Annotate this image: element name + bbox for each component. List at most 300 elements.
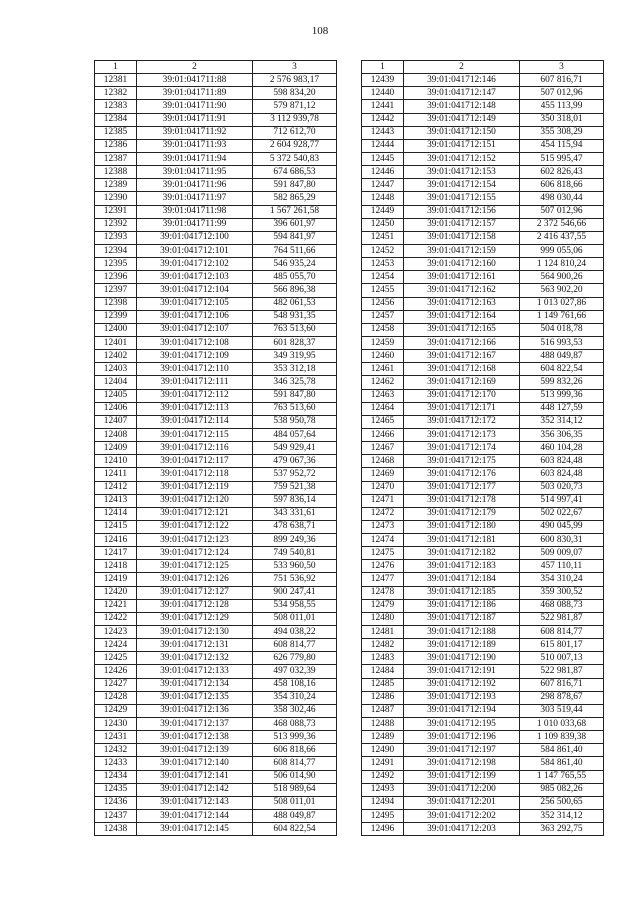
value-cell: 763 513,60 bbox=[253, 323, 337, 336]
table-row bbox=[95, 205, 337, 218]
value-cell: 548 931,35 bbox=[253, 310, 337, 323]
table-row bbox=[362, 402, 604, 415]
cadastral-number-cell: 39:01:041712:201 bbox=[404, 796, 520, 809]
table-row bbox=[362, 757, 604, 770]
value-cell: 546 935,24 bbox=[253, 258, 337, 271]
row-number-cell: 12471 bbox=[362, 494, 404, 507]
table-row bbox=[362, 796, 604, 809]
cadastral-number-cell: 39:01:041712:191 bbox=[404, 665, 520, 678]
row-number-cell: 12383 bbox=[95, 100, 137, 113]
cadastral-number-cell: 39:01:041712:195 bbox=[404, 718, 520, 731]
row-number-cell: 12388 bbox=[95, 166, 137, 179]
value-cell: 749 540,81 bbox=[253, 547, 337, 560]
value-cell: 607 816,71 bbox=[520, 74, 604, 87]
value-cell: 674 686,53 bbox=[253, 166, 337, 179]
table-row bbox=[95, 271, 337, 284]
row-number-cell: 12459 bbox=[362, 336, 404, 349]
value-cell: 457 110,11 bbox=[520, 560, 604, 573]
cadastral-number-cell: 39:01:041712:121 bbox=[137, 507, 253, 520]
cadastral-number-cell: 39:01:041711:94 bbox=[137, 152, 253, 165]
value-cell: 759 521,38 bbox=[253, 481, 337, 494]
value-cell: 507 012,96 bbox=[520, 205, 604, 218]
cadastral-number-cell: 39:01:041712:156 bbox=[404, 205, 520, 218]
column-header-value: 3 bbox=[253, 61, 337, 74]
cadastral-number-cell: 39:01:041712:110 bbox=[137, 363, 253, 376]
row-number-cell: 12431 bbox=[95, 731, 137, 744]
value-cell: 584 861,40 bbox=[520, 744, 604, 757]
table-row bbox=[95, 442, 337, 455]
cadastral-number-cell: 39:01:041712:202 bbox=[404, 810, 520, 823]
row-number-cell: 12469 bbox=[362, 468, 404, 481]
value-cell: 484 057,64 bbox=[253, 428, 337, 441]
table-row bbox=[95, 336, 337, 349]
table-header-row bbox=[95, 61, 337, 74]
cadastral-number-cell: 39:01:041712:189 bbox=[404, 639, 520, 652]
cadastral-number-cell: 39:01:041712:167 bbox=[404, 350, 520, 363]
cadastral-number-cell: 39:01:041712:125 bbox=[137, 560, 253, 573]
table-row bbox=[362, 139, 604, 152]
row-number-cell: 12427 bbox=[95, 678, 137, 691]
cadastral-number-cell: 39:01:041712:196 bbox=[404, 731, 520, 744]
table-row bbox=[362, 231, 604, 244]
cadastral-number-cell: 39:01:041712:128 bbox=[137, 599, 253, 612]
row-number-cell: 12496 bbox=[362, 823, 404, 836]
row-number-cell: 12434 bbox=[95, 770, 137, 783]
table-row bbox=[95, 152, 337, 165]
value-cell: 353 312,18 bbox=[253, 363, 337, 376]
table-row bbox=[362, 284, 604, 297]
row-number-cell: 12433 bbox=[95, 757, 137, 770]
cadastral-number-cell: 39:01:041711:99 bbox=[137, 218, 253, 231]
cadastral-number-cell: 39:01:041712:103 bbox=[137, 271, 253, 284]
cadastral-number-cell: 39:01:041712:131 bbox=[137, 639, 253, 652]
cadastral-number-cell: 39:01:041711:91 bbox=[137, 113, 253, 126]
row-number-cell: 12441 bbox=[362, 100, 404, 113]
cadastral-number-cell: 39:01:041712:155 bbox=[404, 192, 520, 205]
row-number-cell: 12488 bbox=[362, 718, 404, 731]
cadastral-number-cell: 39:01:041712:111 bbox=[137, 376, 253, 389]
row-number-cell: 12444 bbox=[362, 139, 404, 152]
cadastral-number-cell: 39:01:041712:178 bbox=[404, 494, 520, 507]
cadastral-number-cell: 39:01:041712:194 bbox=[404, 704, 520, 717]
value-cell: 468 088,73 bbox=[253, 718, 337, 731]
cadastral-number-cell: 39:01:041712:139 bbox=[137, 744, 253, 757]
value-cell: 513 999,36 bbox=[253, 731, 337, 744]
table-row bbox=[95, 428, 337, 441]
value-cell: 479 067,36 bbox=[253, 455, 337, 468]
value-cell: 564 900,26 bbox=[520, 271, 604, 284]
value-cell: 494 038,22 bbox=[253, 626, 337, 639]
cadastral-number-cell: 39:01:041712:180 bbox=[404, 520, 520, 533]
cadastral-number-cell: 39:01:041712:169 bbox=[404, 376, 520, 389]
row-number-cell: 12416 bbox=[95, 534, 137, 547]
cadastral-number-cell: 39:01:041712:147 bbox=[404, 87, 520, 100]
row-number-cell: 12386 bbox=[95, 139, 137, 152]
value-cell: 522 981,87 bbox=[520, 665, 604, 678]
register-table-right bbox=[361, 60, 604, 836]
cadastral-number-cell: 39:01:041712:150 bbox=[404, 126, 520, 139]
value-cell: 604 822,54 bbox=[520, 363, 604, 376]
row-number-cell: 12387 bbox=[95, 152, 137, 165]
table-row bbox=[95, 363, 337, 376]
row-number-cell: 12410 bbox=[95, 455, 137, 468]
cadastral-number-cell: 39:01:041711:92 bbox=[137, 126, 253, 139]
row-number-cell: 12403 bbox=[95, 363, 137, 376]
table-row bbox=[95, 586, 337, 599]
column-header-cadastral: 2 bbox=[137, 61, 253, 74]
row-number-cell: 12381 bbox=[95, 74, 137, 87]
cadastral-number-cell: 39:01:041712:116 bbox=[137, 442, 253, 455]
cadastral-number-cell: 39:01:041712:101 bbox=[137, 244, 253, 257]
value-cell: 607 816,71 bbox=[520, 678, 604, 691]
cadastral-number-cell: 39:01:041712:133 bbox=[137, 665, 253, 678]
cadastral-number-cell: 39:01:041712:164 bbox=[404, 310, 520, 323]
value-cell: 256 500,65 bbox=[520, 796, 604, 809]
row-number-cell: 12430 bbox=[95, 718, 137, 731]
value-cell: 356 306,35 bbox=[520, 428, 604, 441]
row-number-cell: 12442 bbox=[362, 113, 404, 126]
cadastral-number-cell: 39:01:041712:175 bbox=[404, 455, 520, 468]
value-cell: 534 958,55 bbox=[253, 599, 337, 612]
row-number-cell: 12385 bbox=[95, 126, 137, 139]
row-number-cell: 12399 bbox=[95, 310, 137, 323]
table-row bbox=[362, 560, 604, 573]
table-row bbox=[362, 258, 604, 271]
column-header-number: 1 bbox=[95, 61, 137, 74]
row-number-cell: 12432 bbox=[95, 744, 137, 757]
value-cell: 600 830,31 bbox=[520, 534, 604, 547]
row-number-cell: 12414 bbox=[95, 507, 137, 520]
row-number-cell: 12426 bbox=[95, 665, 137, 678]
value-cell: 490 045,99 bbox=[520, 520, 604, 533]
table-row bbox=[95, 691, 337, 704]
row-number-cell: 12395 bbox=[95, 258, 137, 271]
cadastral-number-cell: 39:01:041712:108 bbox=[137, 336, 253, 349]
table-row bbox=[362, 573, 604, 586]
row-number-cell: 12451 bbox=[362, 231, 404, 244]
cadastral-number-cell: 39:01:041712:123 bbox=[137, 534, 253, 547]
row-number-cell: 12483 bbox=[362, 652, 404, 665]
value-cell: 358 302,46 bbox=[253, 704, 337, 717]
value-cell: 510 007,13 bbox=[520, 652, 604, 665]
table-row bbox=[362, 376, 604, 389]
table-row bbox=[362, 599, 604, 612]
cadastral-number-cell: 39:01:041712:118 bbox=[137, 468, 253, 481]
value-cell: 764 511,66 bbox=[253, 244, 337, 257]
cadastral-number-cell: 39:01:041712:197 bbox=[404, 744, 520, 757]
table-row bbox=[362, 442, 604, 455]
value-cell: 1 013 027,86 bbox=[520, 297, 604, 310]
table-row bbox=[95, 74, 337, 87]
cadastral-number-cell: 39:01:041712:161 bbox=[404, 271, 520, 284]
table-row bbox=[362, 152, 604, 165]
row-number-cell: 12449 bbox=[362, 205, 404, 218]
table-row bbox=[362, 744, 604, 757]
row-number-cell: 12478 bbox=[362, 586, 404, 599]
cadastral-number-cell: 39:01:041712:176 bbox=[404, 468, 520, 481]
row-number-cell: 12407 bbox=[95, 415, 137, 428]
table-row bbox=[95, 350, 337, 363]
cadastral-number-cell: 39:01:041712:166 bbox=[404, 336, 520, 349]
row-number-cell: 12437 bbox=[95, 810, 137, 823]
table-row bbox=[362, 547, 604, 560]
row-number-cell: 12466 bbox=[362, 428, 404, 441]
value-cell: 626 779,80 bbox=[253, 652, 337, 665]
cadastral-number-cell: 39:01:041712:162 bbox=[404, 284, 520, 297]
row-number-cell: 12443 bbox=[362, 126, 404, 139]
table-row bbox=[95, 744, 337, 757]
cadastral-number-cell: 39:01:041712:151 bbox=[404, 139, 520, 152]
value-cell: 448 127,59 bbox=[520, 402, 604, 415]
cadastral-number-cell: 39:01:041711:93 bbox=[137, 139, 253, 152]
value-cell: 396 601,97 bbox=[253, 218, 337, 231]
cadastral-number-cell: 39:01:041712:137 bbox=[137, 718, 253, 731]
row-number-cell: 12485 bbox=[362, 678, 404, 691]
row-number-cell: 12382 bbox=[95, 87, 137, 100]
row-number-cell: 12476 bbox=[362, 560, 404, 573]
value-cell: 597 836,14 bbox=[253, 494, 337, 507]
value-cell: 513 999,36 bbox=[520, 389, 604, 402]
value-cell: 478 638,71 bbox=[253, 520, 337, 533]
row-number-cell: 12472 bbox=[362, 507, 404, 520]
row-number-cell: 12404 bbox=[95, 376, 137, 389]
value-cell: 352 314,12 bbox=[520, 415, 604, 428]
cadastral-number-cell: 39:01:041712:174 bbox=[404, 442, 520, 455]
cadastral-number-cell: 39:01:041712:146 bbox=[404, 74, 520, 87]
row-number-cell: 12492 bbox=[362, 770, 404, 783]
table-row bbox=[95, 389, 337, 402]
table-row bbox=[95, 323, 337, 336]
value-cell: 751 536,92 bbox=[253, 573, 337, 586]
table-row bbox=[362, 612, 604, 625]
value-cell: 503 020,73 bbox=[520, 481, 604, 494]
row-number-cell: 12438 bbox=[95, 823, 137, 836]
table-row bbox=[95, 678, 337, 691]
value-cell: 985 082,26 bbox=[520, 783, 604, 796]
value-cell: 354 310,24 bbox=[253, 691, 337, 704]
table-row bbox=[95, 612, 337, 625]
table-row bbox=[362, 481, 604, 494]
table-row bbox=[362, 428, 604, 441]
table-row bbox=[95, 192, 337, 205]
cadastral-number-cell: 39:01:041712:135 bbox=[137, 691, 253, 704]
cadastral-number-cell: 39:01:041712:132 bbox=[137, 652, 253, 665]
cadastral-number-cell: 39:01:041712:183 bbox=[404, 560, 520, 573]
value-cell: 900 247,41 bbox=[253, 586, 337, 599]
value-cell: 352 314,12 bbox=[520, 810, 604, 823]
cadastral-number-cell: 39:01:041712:106 bbox=[137, 310, 253, 323]
row-number-cell: 12397 bbox=[95, 284, 137, 297]
value-cell: 608 814,77 bbox=[253, 639, 337, 652]
cadastral-number-cell: 39:01:041712:104 bbox=[137, 284, 253, 297]
row-number-cell: 12391 bbox=[95, 205, 137, 218]
table-row bbox=[95, 87, 337, 100]
value-cell: 591 847,80 bbox=[253, 179, 337, 192]
value-cell: 518 989,64 bbox=[253, 783, 337, 796]
value-cell: 1 124 810,24 bbox=[520, 258, 604, 271]
row-number-cell: 12446 bbox=[362, 166, 404, 179]
value-cell: 354 310,24 bbox=[520, 573, 604, 586]
table-row bbox=[95, 507, 337, 520]
value-cell: 506 014,90 bbox=[253, 770, 337, 783]
value-cell: 359 300,52 bbox=[520, 586, 604, 599]
table-row bbox=[95, 126, 337, 139]
cadastral-number-cell: 39:01:041712:157 bbox=[404, 218, 520, 231]
table-row bbox=[95, 179, 337, 192]
row-number-cell: 12458 bbox=[362, 323, 404, 336]
table-row bbox=[362, 87, 604, 100]
cadastral-number-cell: 39:01:041712:160 bbox=[404, 258, 520, 271]
row-number-cell: 12468 bbox=[362, 455, 404, 468]
table-row bbox=[362, 534, 604, 547]
cadastral-number-cell: 39:01:041712:140 bbox=[137, 757, 253, 770]
value-cell: 515 995,47 bbox=[520, 152, 604, 165]
cadastral-number-cell: 39:01:041712:185 bbox=[404, 586, 520, 599]
table-row bbox=[362, 74, 604, 87]
row-number-cell: 12456 bbox=[362, 297, 404, 310]
row-number-cell: 12445 bbox=[362, 152, 404, 165]
row-number-cell: 12481 bbox=[362, 626, 404, 639]
row-number-cell: 12423 bbox=[95, 626, 137, 639]
value-cell: 1 109 839,38 bbox=[520, 731, 604, 744]
table-row bbox=[362, 350, 604, 363]
row-number-cell: 12484 bbox=[362, 665, 404, 678]
cadastral-number-cell: 39:01:041712:115 bbox=[137, 428, 253, 441]
table-row bbox=[362, 323, 604, 336]
row-number-cell: 12448 bbox=[362, 192, 404, 205]
cadastral-number-cell: 39:01:041712:134 bbox=[137, 678, 253, 691]
table-row bbox=[95, 113, 337, 126]
value-cell: 582 865,29 bbox=[253, 192, 337, 205]
value-cell: 763 513,60 bbox=[253, 402, 337, 415]
value-cell: 455 113,99 bbox=[520, 100, 604, 113]
table-row bbox=[362, 192, 604, 205]
row-number-cell: 12453 bbox=[362, 258, 404, 271]
value-cell: 2 576 983,17 bbox=[253, 74, 337, 87]
cadastral-number-cell: 39:01:041712:126 bbox=[137, 573, 253, 586]
cadastral-number-cell: 39:01:041712:138 bbox=[137, 731, 253, 744]
value-cell: 488 049,87 bbox=[253, 810, 337, 823]
value-cell: 522 981,87 bbox=[520, 612, 604, 625]
value-cell: 584 861,40 bbox=[520, 757, 604, 770]
value-cell: 303 519,44 bbox=[520, 704, 604, 717]
table-row bbox=[95, 258, 337, 271]
cadastral-number-cell: 39:01:041712:152 bbox=[404, 152, 520, 165]
value-cell: 602 826,43 bbox=[520, 166, 604, 179]
table-header-row bbox=[362, 61, 604, 74]
value-cell: 508 011,01 bbox=[253, 612, 337, 625]
cadastral-number-cell: 39:01:041712:184 bbox=[404, 573, 520, 586]
table-row bbox=[362, 310, 604, 323]
row-number-cell: 12464 bbox=[362, 402, 404, 415]
value-cell: 594 841,97 bbox=[253, 231, 337, 244]
table-row bbox=[95, 310, 337, 323]
table-row bbox=[95, 823, 337, 836]
row-number-cell: 12418 bbox=[95, 560, 137, 573]
table-row bbox=[95, 494, 337, 507]
value-cell: 346 325,78 bbox=[253, 376, 337, 389]
value-cell: 1 147 765,55 bbox=[520, 770, 604, 783]
cadastral-number-cell: 39:01:041712:119 bbox=[137, 481, 253, 494]
row-number-cell: 12412 bbox=[95, 481, 137, 494]
value-cell: 497 032,39 bbox=[253, 665, 337, 678]
cadastral-number-cell: 39:01:041712:149 bbox=[404, 113, 520, 126]
cadastral-number-cell: 39:01:041712:172 bbox=[404, 415, 520, 428]
table-row bbox=[362, 363, 604, 376]
table-row bbox=[362, 704, 604, 717]
cadastral-number-cell: 39:01:041712:190 bbox=[404, 652, 520, 665]
table-row bbox=[95, 704, 337, 717]
value-cell: 454 115,94 bbox=[520, 139, 604, 152]
table-row bbox=[95, 796, 337, 809]
value-cell: 458 108,16 bbox=[253, 678, 337, 691]
table-row bbox=[362, 468, 604, 481]
value-cell: 606 818,66 bbox=[253, 744, 337, 757]
table-row bbox=[362, 520, 604, 533]
row-number-cell: 12417 bbox=[95, 547, 137, 560]
value-cell: 579 871,12 bbox=[253, 100, 337, 113]
table-row bbox=[95, 573, 337, 586]
cadastral-number-cell: 39:01:041712:153 bbox=[404, 166, 520, 179]
table-row bbox=[95, 783, 337, 796]
table-row bbox=[95, 560, 337, 573]
value-cell: 608 814,77 bbox=[520, 626, 604, 639]
value-cell: 355 308,29 bbox=[520, 126, 604, 139]
cadastral-number-cell: 39:01:041712:200 bbox=[404, 783, 520, 796]
register-table-left bbox=[94, 60, 337, 836]
table-row bbox=[95, 547, 337, 560]
table-row bbox=[95, 455, 337, 468]
row-number-cell: 12421 bbox=[95, 599, 137, 612]
table-row bbox=[95, 402, 337, 415]
cadastral-number-cell: 39:01:041711:98 bbox=[137, 205, 253, 218]
value-cell: 999 055,06 bbox=[520, 244, 604, 257]
cadastral-number-cell: 39:01:041712:192 bbox=[404, 678, 520, 691]
value-cell: 533 960,50 bbox=[253, 560, 337, 573]
table-row bbox=[362, 297, 604, 310]
value-cell: 343 331,61 bbox=[253, 507, 337, 520]
table-row bbox=[95, 718, 337, 731]
cadastral-number-cell: 39:01:041712:122 bbox=[137, 520, 253, 533]
cadastral-number-cell: 39:01:041712:109 bbox=[137, 350, 253, 363]
column-header-value: 3 bbox=[520, 61, 604, 74]
cadastral-number-cell: 39:01:041712:145 bbox=[137, 823, 253, 836]
row-number-cell: 12482 bbox=[362, 639, 404, 652]
cadastral-number-cell: 39:01:041712:154 bbox=[404, 179, 520, 192]
value-cell: 615 801,17 bbox=[520, 639, 604, 652]
cadastral-number-cell: 39:01:041711:97 bbox=[137, 192, 253, 205]
table-row bbox=[362, 586, 604, 599]
cadastral-number-cell: 39:01:041712:165 bbox=[404, 323, 520, 336]
row-number-cell: 12406 bbox=[95, 402, 137, 415]
cadastral-number-cell: 39:01:041712:130 bbox=[137, 626, 253, 639]
row-number-cell: 12494 bbox=[362, 796, 404, 809]
value-cell: 508 011,01 bbox=[253, 796, 337, 809]
row-number-cell: 12474 bbox=[362, 534, 404, 547]
table-row bbox=[362, 166, 604, 179]
value-cell: 601 828,37 bbox=[253, 336, 337, 349]
row-number-cell: 12424 bbox=[95, 639, 137, 652]
table-row bbox=[362, 415, 604, 428]
row-number-cell: 12480 bbox=[362, 612, 404, 625]
table-row bbox=[362, 770, 604, 783]
value-cell: 485 055,70 bbox=[253, 271, 337, 284]
cadastral-number-cell: 39:01:041712:158 bbox=[404, 231, 520, 244]
table-row bbox=[95, 665, 337, 678]
cadastral-number-cell: 39:01:041712:187 bbox=[404, 612, 520, 625]
row-number-cell: 12400 bbox=[95, 323, 137, 336]
cadastral-number-cell: 39:01:041711:95 bbox=[137, 166, 253, 179]
